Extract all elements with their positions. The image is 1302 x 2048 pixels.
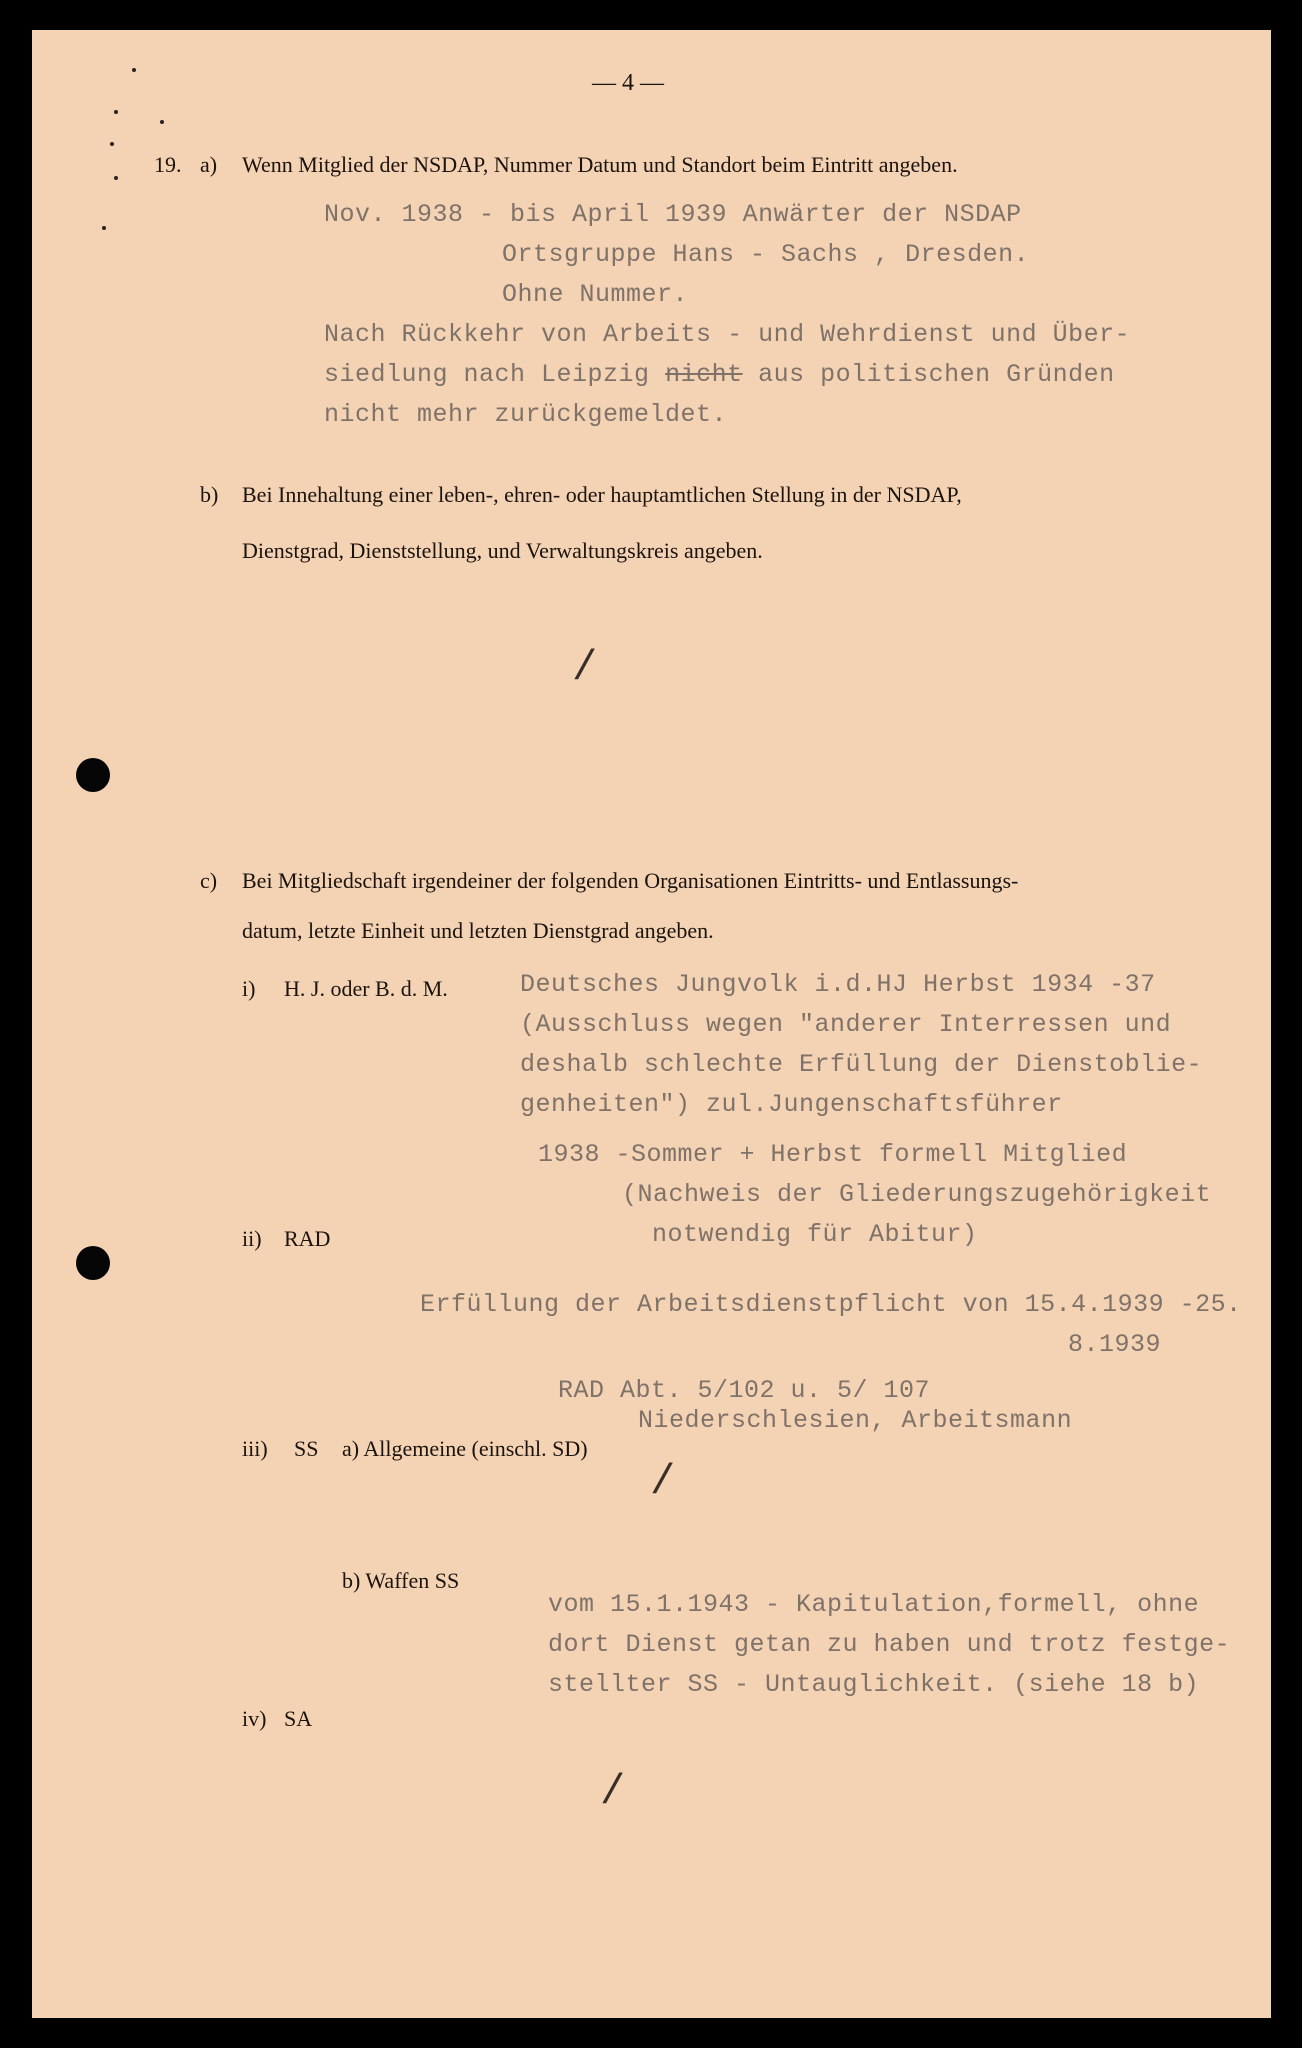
item-iv-label: iv) xyxy=(242,1706,267,1731)
answer-a-line-1: Nov. 1938 - bis April 1939 Anwärter der NSDAP xyxy=(324,200,1022,229)
page-number: — 4 — xyxy=(592,70,664,96)
answer-a-line-5-end: aus politischen Gründen xyxy=(758,360,1115,389)
answer-a-line-6: nicht mehr zurückgemeldet. xyxy=(324,400,728,429)
item-iii-label: iii) xyxy=(242,1436,268,1461)
question-a-text: Wenn Mitglied der NSDAP, Nummer Datum und Standort beim Eintritt angeben. xyxy=(242,152,958,177)
punch-hole-top xyxy=(76,758,110,792)
margin-speck xyxy=(110,142,114,146)
question-b-text-2: Dienstgrad, Dienststellung, und Verwaltungskreis angeben. xyxy=(242,538,763,563)
question-c-text-1: Bei Mitgliedschaft irgendeiner der folgenden Organisationen Eintritts- und Entlassungs- xyxy=(242,868,1019,893)
item-ii-org: RAD xyxy=(284,1226,331,1251)
answer-a-struck-word: nicht xyxy=(665,360,743,389)
item-i-answer-2: (Ausschluss wegen "anderer Interressen und xyxy=(520,1010,1172,1039)
item-iii-org: SS xyxy=(294,1436,319,1461)
item-iv-answer: / xyxy=(600,1768,626,1816)
item-i-answer-6: (Nachweis der Gliederungszugehörigkeit xyxy=(622,1180,1212,1209)
item-iii-sub-a: a) Allgemeine (einschl. SD) xyxy=(342,1436,588,1461)
margin-speck xyxy=(132,68,136,72)
item-i-org: H. J. oder B. d. M. xyxy=(284,976,448,1001)
item-iii-sub-b: b) Waffen SS xyxy=(342,1568,460,1593)
margin-speck xyxy=(160,120,164,124)
item-i-answer-7: notwendig für Abitur) xyxy=(652,1220,978,1249)
item-ii-label: ii) xyxy=(242,1226,262,1251)
item-ii-answer-1: Erfüllung der Arbeitsdienstpflicht von 15.4.1939 -25. xyxy=(420,1290,1242,1319)
answer-a-line-2: Ortsgruppe Hans - Sachs , Dresden. xyxy=(502,240,1030,269)
item-iii-sub-a-answer: / xyxy=(650,1458,676,1506)
answer-b-slash: / xyxy=(572,644,598,692)
question-b-letter: b) xyxy=(200,482,219,507)
question-b-text-1: Bei Innehaltung einer leben-, ehren- oder hauptamtlichen Stellung in der NSDAP, xyxy=(242,482,962,507)
document-page xyxy=(32,30,1271,2018)
item-i-answer-4: genheiten") zul.Jungenschaftsführer xyxy=(520,1090,1063,1119)
punch-hole-bottom xyxy=(76,1246,110,1280)
question-number: 19. xyxy=(154,152,182,177)
answer-a-line-3: Ohne Nummer. xyxy=(502,280,689,309)
item-i-answer-1: Deutsches Jungvolk i.d.HJ Herbst 1934 -37 xyxy=(520,970,1156,999)
item-iii-sub-b-answer-3: stellter SS - Untauglichkeit. (siehe 18 b) xyxy=(548,1670,1200,1699)
answer-a-line-5 xyxy=(324,360,1115,389)
question-a-letter: a) xyxy=(200,152,218,177)
item-iii-sub-b-answer-1: vom 15.1.1943 - Kapitulation,formell, ohne xyxy=(548,1590,1200,1619)
margin-speck xyxy=(102,226,106,230)
answer-a-line-5-start: siedlung nach Leipzig xyxy=(324,360,650,389)
item-i-answer-3: deshalb schlechte Erfüllung der Dienstoblie- xyxy=(520,1050,1203,1079)
question-c-letter: c) xyxy=(200,868,218,893)
item-ii-answer-4: Niederschlesien, Arbeitsmann xyxy=(638,1406,1073,1435)
question-c-text-2: datum, letzte Einheit und letzten Dienstgrad angeben. xyxy=(242,918,714,943)
item-iii-sub-b-answer-2: dort Dienst getan zu haben und trotz festge- xyxy=(548,1630,1231,1659)
item-iv-org: SA xyxy=(284,1706,313,1731)
item-i-answer-5: 1938 -Sommer + Herbst formell Mitglied xyxy=(538,1140,1128,1169)
margin-speck xyxy=(114,110,118,114)
item-i-label: i) xyxy=(242,976,256,1001)
answer-a-line-4: Nach Rückkehr von Arbeits - und Wehrdienst und Über- xyxy=(324,320,1131,349)
margin-speck xyxy=(114,176,118,180)
item-ii-answer-3: RAD Abt. 5/102 u. 5/ 107 xyxy=(558,1376,931,1405)
item-ii-answer-2: 8.1939 xyxy=(1068,1330,1162,1359)
